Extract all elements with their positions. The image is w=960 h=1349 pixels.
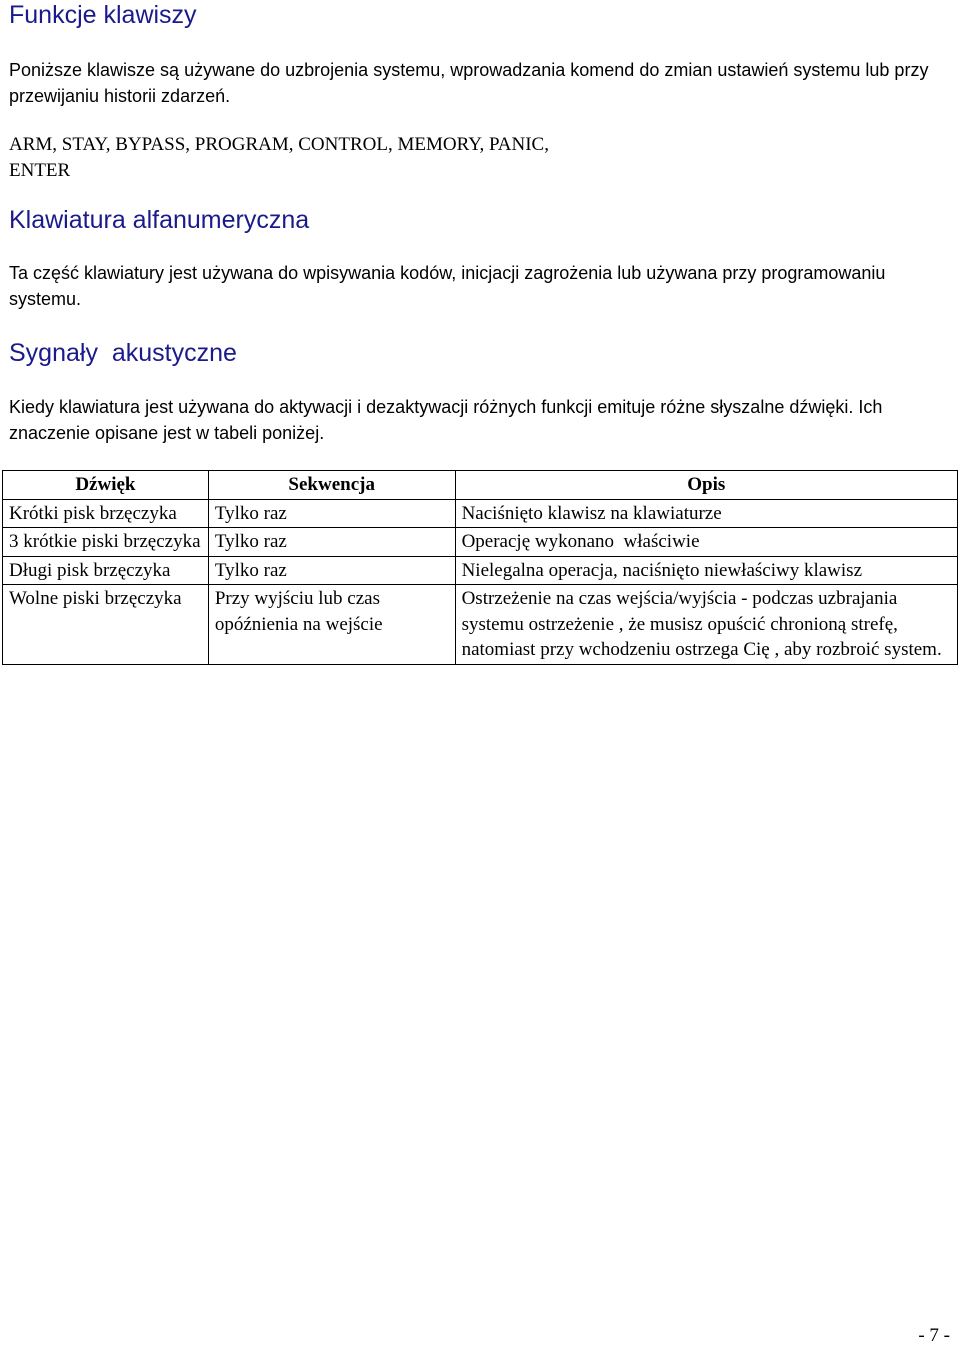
table-cell-sequence: Tylko raz — [208, 499, 455, 528]
table-cell-sound: Wolne piski brzęczyka — [3, 585, 209, 665]
keys-list-paragraph: ARM, STAY, BYPASS, PROGRAM, CONTROL, MEMORY, PANIC, ENTER — [9, 134, 549, 181]
table-cell-sequence: Przy wyjściu lub czas opóźnienia na wejście — [208, 585, 455, 665]
heading-funkcje-klawiszy: Funkcje klawiszy — [9, 1, 197, 29]
sounds-paragraph: Kiedy klawiatura jest używana do aktywacji i dezaktywacji różnych funkcji emituje różne słyszalne dźwięki. Ich znaczenie opisane jest w tabeli poniżej. — [9, 397, 883, 443]
heading-sygnaly-akustyczne: Sygnały akustyczne — [9, 339, 237, 367]
table-cell-description: Nielegalna operacja, naciśnięto niewłaściwy klawisz — [455, 556, 957, 585]
table-header-row — [3, 471, 958, 500]
table-cell-sound: Krótki pisk brzęczyka — [3, 499, 209, 528]
table-cell-description: Naciśnięto klawisz na klawiaturze — [455, 499, 957, 528]
table-row — [3, 585, 958, 665]
alfanumeric-paragraph: Ta część klawiatury jest używana do wpisywania kodów, inicjacji zagrożenia lub używana przy programowaniu systemu. — [9, 263, 886, 309]
table-header-sekwencja: Sekwencja — [208, 471, 455, 500]
table-row — [3, 499, 958, 528]
table-cell-sound: Długi pisk brzęczyka — [3, 556, 209, 585]
table-row — [3, 556, 958, 585]
table-cell-description: Ostrzeżenie na czas wejścia/wyjścia - podczas uzbrajania systemu ostrzeżenie , że musisz opuścić chronioną strefę, natomiast przy wchodzeniu ostrzega Cię , aby rozbroić system. — [455, 585, 957, 665]
intro-paragraph: Poniższe klawisze są używane do uzbrojenia systemu, wprowadzania komend do zmian ustawień systemu lub przy przewijaniu historii zdarzeń. — [9, 60, 929, 106]
table-cell-sequence: Tylko raz — [208, 528, 455, 557]
page-number: - 7 - — [918, 1325, 950, 1346]
table-cell-sound: 3 krótkie piski brzęczyka — [3, 528, 209, 557]
sounds-table — [2, 470, 958, 665]
table-cell-description: Operację wykonano właściwie — [455, 528, 957, 557]
heading-klawiatura-alfanumeryczna: Klawiatura alfanumeryczna — [9, 206, 310, 234]
table-row — [3, 528, 958, 557]
table-header-opis: Opis — [455, 471, 957, 500]
table-header-dzwiek: Dźwięk — [3, 471, 209, 500]
table-cell-sequence: Tylko raz — [208, 556, 455, 585]
